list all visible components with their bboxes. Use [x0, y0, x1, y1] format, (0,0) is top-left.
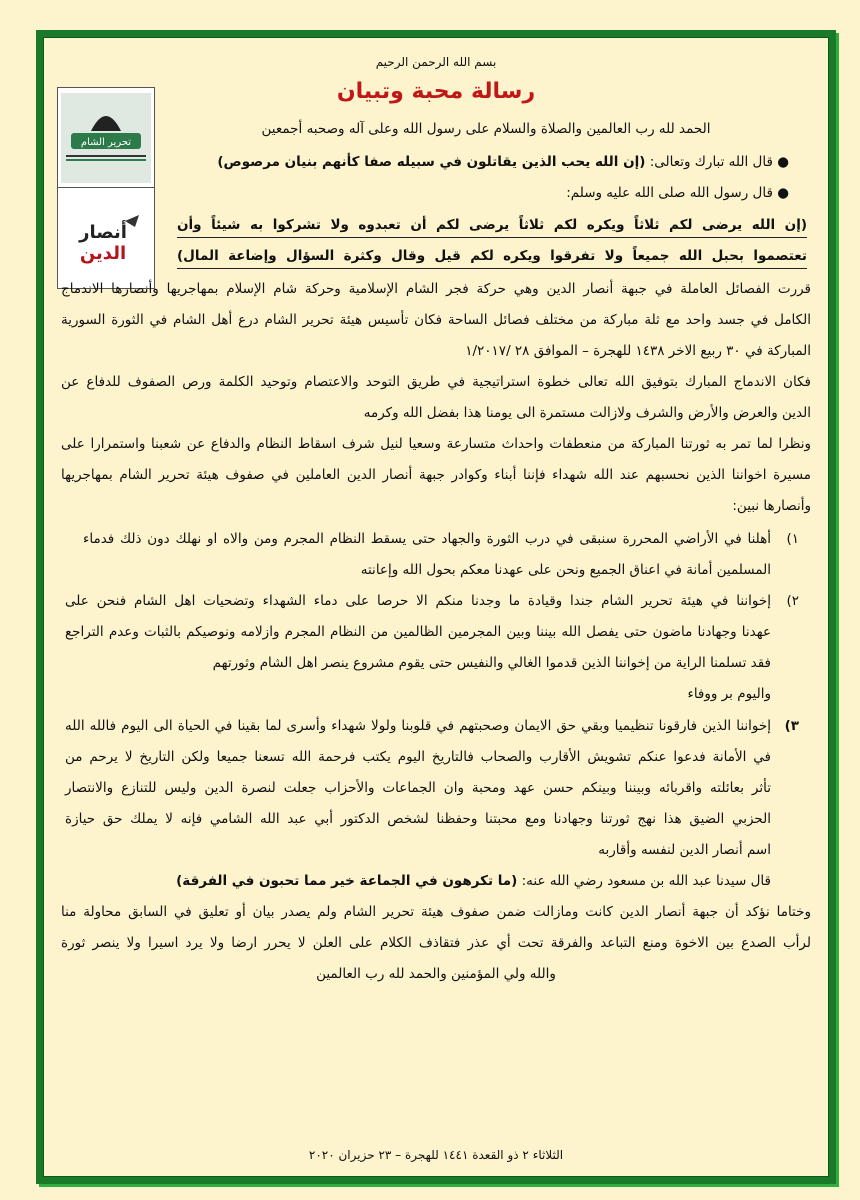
- quote-2-line: (إن الله يرضى لكم ثلاثاً ويكره لكم ثلاثاً يرضى لكم أن تعبدوه ولا تشركوا به شيئاً وأن: [177, 215, 807, 238]
- closing-line: لرأب الصدع بين الاخوة ومنع التباعد والفرقة تحت أي عذر فتقاذف الكلام على العلن لا يحرر ارضا ولا يرد اسيرا ولا ينصر ثورة: [61, 935, 811, 951]
- greeting: الحمد لله رب العالمين والصلاة والسلام على رسول الله وعلى آله وصحبه أجمعين: [261, 121, 711, 137]
- item-number: ١): [786, 531, 799, 547]
- quote-3: [176, 871, 771, 891]
- item-line: فقد تسلمنا الراية من إخواننا الذين قدموا الغالي والنفيس حتى يقوم مشروع ينصر اهل الشام وثورتهم: [212, 655, 771, 671]
- document-frame: [36, 30, 836, 1184]
- closing-line: وختاما نؤكد أن جبهة أنصار الدين كانت ومازالت ضمن صفوف هيئة تحرير الشام ولم يصدر بيان أو تعليق في السابق محاولة منا: [61, 904, 811, 920]
- document-title: رسالة محبة وتبيان: [336, 79, 536, 104]
- item-line: إخواننا الذين فارقونا تنظيميا وبقي حق الايمان وصحبتهم في قلوبنا ولولا شهداء وأسرى لما بقينا في الحياة الى اليوم فالله الله: [65, 718, 771, 734]
- paragraph-line: الدين والعرض والأرض والشرف ولازالت مستمرة الى يومنا هذا بفضل الله وكرمه: [363, 405, 811, 421]
- item-line: المسلمين أمانة في اعناق الجميع ونحن على عهدنا معكم بحول الله وإعانته: [360, 562, 771, 578]
- quote-3-intro: قال سيدنا عبد الله بن مسعود رضي الله عنه:: [521, 873, 771, 889]
- document-date: الثلاثاء ٢ ذو القعدة ١٤٤١ للهجرة – ٢٣ حزيران ٢٠٢٠: [308, 1148, 564, 1162]
- item-number: ٣): [784, 718, 799, 734]
- item-line: في الأمانة فدعوا عنكم تشويش الأقارب والصحاب فالتاريخ اليوم يكتب فرحمة الله تسعنا جميعا ولكن التاريخ لا يرحم من: [65, 749, 771, 765]
- final-line: والله ولي المؤمنين والحمد لله رب العالمين: [316, 966, 556, 982]
- quote-2-line: تعتصموا بحبل الله جميعاً ولا تفرقوا ويكره لكم قيل وقال وكثرة السؤال وإضاعة المال): [177, 246, 807, 269]
- ansar-al-din-logo: [57, 187, 155, 289]
- item-line: أهلنا في الأراضي المحررة سنبقى في درب الثورة والجهاد حتى يسقط النظام المجرم ومن والاه او نهلك دون ذلك فدماء: [83, 531, 771, 547]
- paragraph-line: ونظرا لما تمر به ثورتنا المباركة من منعطفات واحداث متسارعة وسعيا لنيل شرف اسقاط النظام والدفاع عن شعبنا واستمرارا على: [61, 436, 811, 452]
- item-line: تأثر بعائلته واقربائه وبيننا وبينكم حسن عهد ومحبة وان الجماعات والأحزاب جعلت لنصرة الدين وليس للتنازع والانتصار: [65, 780, 771, 796]
- item-line: عهدنا وجهادنا ماضون حتى يفصل الله بيننا وبين المجرمين الظالمين من النظام المجرم وازلامه ونوصيكم بالثبات وعدم التراجع: [65, 624, 771, 640]
- quote-1: ● قال الله تبارك وتعالى: (إن الله يحب الذين يقاتلون في سبيله صفا كأنهم بنيان مرصوص): [217, 154, 789, 170]
- basmala: بسم الله الرحمن الرحيم: [375, 55, 497, 69]
- paragraph-line: مسيرة اخواننا الذين نحسبهم عند الله شهداء فإننا أبناء وكوادر جبهة أنصار الدين العاملين في صفوف هيئة تحرير الشام بمهاجريها: [61, 467, 811, 483]
- item-line: اسم أنصار الدين لنفسه وأقاربه: [598, 842, 771, 858]
- quote-2-intro-line: ● قال رسول الله صلى الله عليه وسلم:: [566, 185, 789, 201]
- svg-text:أنصار: أنصار: [79, 222, 127, 243]
- svg-text:تحرير الشام: تحرير الشام: [80, 137, 132, 148]
- svg-text:الدين: الدين: [79, 243, 127, 264]
- quote-3-text: (ما تكرهون في الجماعة خير مما تحبون في الفرقة): [176, 873, 518, 889]
- paragraph-line: فكان الاندماج المبارك بتوفيق الله تعالى خطوة استراتيجية في طريق التوحد والاعتصام وتوحيد الكلمة ورص الصفوف للدفاع عن: [61, 374, 811, 390]
- ansar-al-din-logo-icon: [61, 193, 151, 283]
- paragraph-line: وأنصارها نبين:: [732, 498, 811, 514]
- item-number: ٢): [786, 593, 799, 609]
- paragraph-line: الكامل في جسد واحد مع ثلة مباركة من مختلف فصائل الساحة فكان تأسيس هيئة تحرير الشام درع أهل الشام في الثورة السورية: [61, 312, 811, 328]
- item-line: واليوم بر ووفاء: [687, 686, 771, 702]
- item-line: إخواننا في هيئة تحرير الشام جندا وقيادة ما وجدنا منكم الا حرصا على دماء الشهداء وتضحيات اهل الشام فنحن على: [65, 593, 771, 609]
- quote-1-text: (إن الله يحب الذين يقاتلون في سبيله صفا كأنهم بنيان مرصوص): [217, 154, 646, 170]
- paragraph-line: المباركة في ٣٠ ربيع الاخر ١٤٣٨ للهجرة – الموافق ٢٨ /١/٢٠١٧: [465, 343, 811, 359]
- item-line: الحزبي الضيق هذا نهج ثورتنا وجهادنا ومع محبتنا وحفظنا لشخص الدكتور أبي عبد الله الشامي فإنه لا يملك حق حيازة: [65, 811, 771, 827]
- paragraph-line: قررت الفصائل العاملة في جبهة أنصار الدين وهي حركة فجر الشام الإسلامية وحركة شام الإسلام بمهاجريها وأنصارها الاندماج: [61, 281, 811, 297]
- quote-1-intro: قال الله تبارك وتعالى:: [649, 154, 773, 170]
- quote-2-intro: قال رسول الله صلى الله عليه وسلم:: [566, 185, 773, 201]
